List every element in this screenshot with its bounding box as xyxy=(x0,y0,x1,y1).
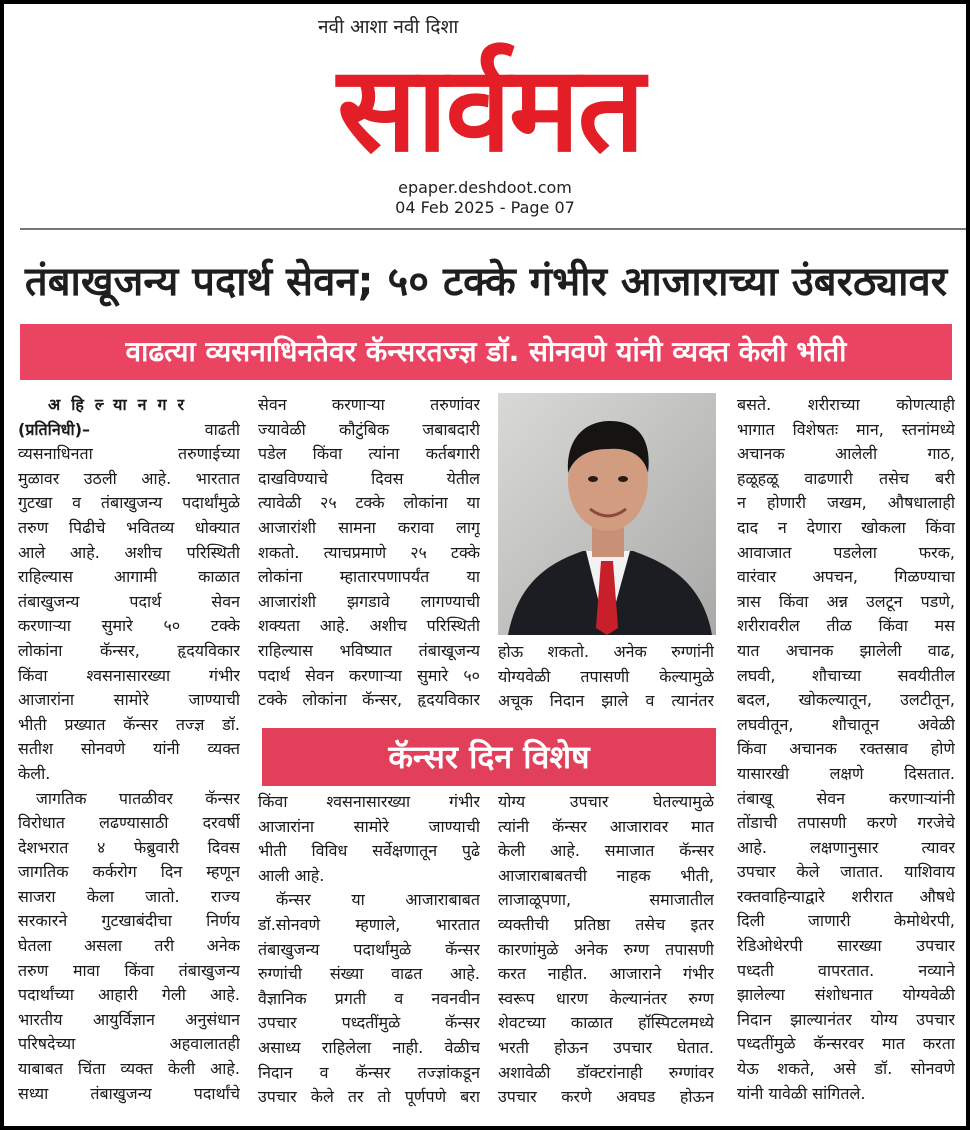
column-4 xyxy=(737,393,955,1106)
text-line: निदान झाल्यानंतर योग्य उपचार xyxy=(737,1009,955,1029)
text-line: येऊ शकते, असे डॉ. सोनवणे xyxy=(737,1059,955,1079)
text-line: केली आहे. समाजात कॅन्सर xyxy=(498,841,714,861)
text-line: पध्दती वापरतात. नव्याने xyxy=(737,960,955,980)
text-line: तंबाखू सेवन करणाऱ्यांनी xyxy=(737,788,955,808)
text-line: बसते. शरीराच्या कोणत्याही xyxy=(737,395,955,414)
text-line: डॉ.सोनवणे म्हणाले, भारतात xyxy=(258,914,480,934)
column-3-middle xyxy=(498,640,714,714)
text-line: रेडिओथेरपी सारख्या उपचार xyxy=(737,936,955,956)
text-line: किंवा अचानक रक्तस्राव होणे xyxy=(737,739,955,759)
text-line: दिली जाणारी केमोथेरपी, xyxy=(737,911,955,931)
subheadline-bar: वाढत्या व्यसनाधिनतेवर कॅन्सरतज्ज्ञ डॉ. सोनवणे यांनी व्यक्त केली भीती xyxy=(20,324,952,380)
text-line: सरकारने गुटखाबंदीचा निर्णय xyxy=(18,911,240,931)
text-line: देशभरात ४ फेब्रुवारी दिवस xyxy=(18,837,240,857)
text-line: रक्तवाहिन्याद्वारे शरीरात औषधे xyxy=(737,886,955,906)
byline-first-word: वाढती xyxy=(204,419,240,439)
text-line: हळूहळू वाढणारी तसेच बरी xyxy=(737,468,955,488)
column-2-bottom xyxy=(258,790,480,1110)
column-2-top xyxy=(258,393,480,713)
text-line: उपचार करणे अवघड होऊन xyxy=(498,1087,714,1107)
masthead-logo: सार्वमत xyxy=(337,40,643,178)
text-line: योग्य उपचार घेतल्यामुळे xyxy=(498,792,714,811)
text-line: त्यावेळी २५ टक्के लोकांना या xyxy=(258,493,480,513)
text-line: पध्दतींमुळे कॅन्सरवर मात करता xyxy=(737,1034,955,1054)
text-line: लोकांना कॅन्सर, हृदयविकार xyxy=(18,640,240,660)
headline: तंबाखूजन्य पदार्थ सेवन; ५० टक्के गंभीर आजाराच्या उंबरठ्यावर xyxy=(24,259,948,305)
text-line: यांनी यावेळी सांगितले. xyxy=(737,1083,866,1103)
special-section-label: कॅन्सर दिन विशेष xyxy=(262,728,716,786)
text-line: राहिल्यास भविष्यात तंबाखूजन्य xyxy=(258,640,480,660)
text-line: कारणांमुळे अनेक रुग्ण तपासणी xyxy=(498,939,714,959)
text-line: दाद न देणारा खोकला किंवा xyxy=(737,517,955,537)
text-line: किंवा श्वसनासारख्या गंभीर xyxy=(18,665,240,685)
text-line: भारतीय आयुर्विज्ञान अनुसंधान xyxy=(18,1009,240,1029)
text-line: तरुण मावा किंवा तंबाखुजन्य xyxy=(18,960,240,980)
text-line: लघवीतून, शौचातून अवेळी xyxy=(737,714,955,734)
text-line: आवाजात पडलेला फरक, xyxy=(737,542,955,562)
text-line: सध्या तंबाखुजन्य पदार्थांचे xyxy=(18,1083,240,1103)
text-line: आले आहे. अशीच परिस्थिती xyxy=(18,542,240,562)
text-line: सतीश सोनवणे यांनी व्यक्त xyxy=(18,739,240,759)
text-line: साजरा केला जातो. राज्य xyxy=(18,886,240,906)
column-3-bottom xyxy=(498,790,714,1110)
text-line: अचूक निदान झाले व त्यानंतर xyxy=(498,691,714,711)
newspaper-clipping xyxy=(4,4,966,1126)
text-line: केली. xyxy=(18,763,51,783)
text-line: करणाऱ्या सुमारे ५० टक्के xyxy=(18,616,240,636)
text-line: सेवन करणाऱ्या तरुणांवर xyxy=(258,395,480,414)
text-line: त्रास किंवा अन्न उलटून पडणे, xyxy=(737,591,955,611)
text-line: भरती होऊन उपचार घेतात. xyxy=(498,1037,714,1057)
edition-date-page: 04 Feb 2025 - Page 07 xyxy=(395,198,575,217)
text-line: किंवा श्वसनासारख्या गंभीर xyxy=(258,792,480,811)
text-line: वैज्ञानिक प्रगती व नवनवीन xyxy=(258,988,480,1008)
text-line: आली आहे. xyxy=(258,865,325,885)
text-line: जागतिक कर्करोग दिन म्हणून xyxy=(18,862,240,882)
text-line: आहे. लक्षणानुसार त्यावर xyxy=(737,837,955,857)
text-line: करत नाहीत. आजाराने गंभीर xyxy=(498,964,714,984)
text-line: दाखविण्याचे दिवस येतील xyxy=(258,468,480,488)
website-url: epaper.deshdoot.com xyxy=(398,178,572,197)
byline: (प्रतिनिधी)– xyxy=(18,419,91,439)
portrait-photo xyxy=(498,393,716,635)
text-line: शक्यता आहे. अशीच परिस्थिती xyxy=(258,616,480,636)
text-line: तंबाखुजन्य पदार्थांमुळे कॅन्सर xyxy=(258,939,480,959)
text-line: लघवी, शौचाच्या सवयीतील xyxy=(737,665,955,685)
dateline: अहिल्यानगर xyxy=(48,395,196,414)
text-line: पडेल किंवा त्यांना कर्तबगारी xyxy=(258,444,480,464)
text-line: परिषदेच्या अहवालातही xyxy=(18,1034,240,1054)
masthead-tagline: नवी आशा नवी दिशा xyxy=(318,16,459,38)
text-line: विरोधात लढण्यासाठी दरवर्षी xyxy=(18,813,240,833)
text-line: व्यसनाधिनता तरुणाईच्या xyxy=(18,444,240,464)
text-line: शरीरावरील तीळ किंवा मस xyxy=(737,616,955,636)
text-line: उपचार केले तर तो पूर्णपणे बरा xyxy=(258,1087,480,1107)
text-line: शेवटच्या काळात हॉस्पिटलमध्ये xyxy=(498,1013,714,1033)
text-line: अचानक आलेली गाठ, xyxy=(737,444,955,464)
text-line: यासारखी लक्षणे दिसतात. xyxy=(737,763,955,783)
text-line: तंबाखुजन्य पदार्थ सेवन xyxy=(18,591,240,611)
text-line: रुग्णांची संख्या वाढत आहे. xyxy=(258,964,480,984)
text-line: लाजाळूपणा, समाजातील xyxy=(498,890,714,910)
text-line: जागतिक पातळीवर कॅन्सर xyxy=(36,788,240,808)
text-line: कॅन्सर या आजाराबाबत xyxy=(276,890,480,910)
edition-info xyxy=(4,178,966,218)
text-line: शकतो. त्याचप्रमाणे २५ टक्के xyxy=(258,542,480,562)
text-line: स्वरूप धारण केल्यानंतर रुग्ण xyxy=(498,988,714,1008)
text-line: भागात विशेषतः मान, स्तनांमध्ये xyxy=(737,419,955,439)
text-line: योग्यवेळी तपासणी केल्यामुळे xyxy=(498,666,714,686)
text-line: आजारांशी झगडावे लागण्याची xyxy=(258,591,480,611)
text-line: होऊ शकतो. अनेक रुग्णांनी xyxy=(498,642,714,661)
text-line: त्यांनी कॅन्सर आजारावर मात xyxy=(498,816,714,836)
text-line: आजाराबाबतची नाहक भीती, xyxy=(498,865,714,885)
text-line: उपचार पध्दतींमुळे कॅन्सर xyxy=(258,1013,480,1033)
text-line: गुटखा व तंबाखुजन्य पदार्थांमुळे xyxy=(18,493,240,513)
text-line: तरुण पिढीचे भवितव्य धोक्यात xyxy=(18,517,240,537)
text-line: भीती प्रख्यात कॅन्सर तज्ज्ञ डॉ. xyxy=(18,714,240,734)
text-line: पदार्थांच्या आहारी गेली आहे. xyxy=(18,985,240,1005)
text-line: यात अचानक झालेली वाढ, xyxy=(737,640,955,660)
text-line: उपचार केले जातात. याशिवाय xyxy=(737,862,955,882)
text-line: व्यक्तीची प्रतिष्ठा तसेच इतर xyxy=(498,914,714,934)
text-line: तोंडाची तपासणी करणे गरजेचे xyxy=(737,813,955,833)
text-line: घेतला असला तरी अनेक xyxy=(18,936,240,956)
byline-row xyxy=(18,418,240,443)
text-line: असाध्य राहिलेला नाही. वेळीच xyxy=(258,1037,480,1057)
text-line: पदार्थ सेवन करणाऱ्या सुमारे ५० xyxy=(258,665,480,685)
text-line: लोकांना म्हातारपणापर्यंत या xyxy=(258,567,480,587)
text-line: न होणारी जखम, औषधालाही xyxy=(737,493,955,513)
text-line: आजारांना सामोरे जाण्याची xyxy=(18,690,240,710)
text-line: मुळावर उठली आहे. भारतात xyxy=(18,468,240,488)
column-1 xyxy=(18,393,240,1106)
text-line: बदल, खोकल्यातून, उलटीतून, xyxy=(737,690,955,710)
text-line: याबाबत चिंता व्यक्त केली आहे. xyxy=(18,1059,240,1079)
text-line: निदान व कॅन्सर तज्ज्ञांकडून xyxy=(258,1062,480,1082)
text-line: आजारांना सामोरे जाण्याची xyxy=(258,816,480,836)
text-line: झालेल्या संशोधनात योग्यवेळी xyxy=(737,985,955,1005)
text-line: ज्यावेळी कौटुंबिक जबाबदारी xyxy=(258,419,480,439)
text-line: आजारांशी सामना करावा लागू xyxy=(258,517,480,537)
text-line: टक्के लोकांना कॅन्सर, हृदयविकार xyxy=(258,690,480,710)
text-line: वारंवार अपचन, गिळण्याचा xyxy=(737,567,955,587)
text-line: भीती विविध सर्वेक्षणातून पुढे xyxy=(258,841,480,861)
text-line: अशावेळी डॉक्टरांनाही रुग्णांवर xyxy=(498,1062,714,1082)
divider xyxy=(20,228,966,230)
text-line: राहिल्यास आगामी काळात xyxy=(18,567,240,587)
